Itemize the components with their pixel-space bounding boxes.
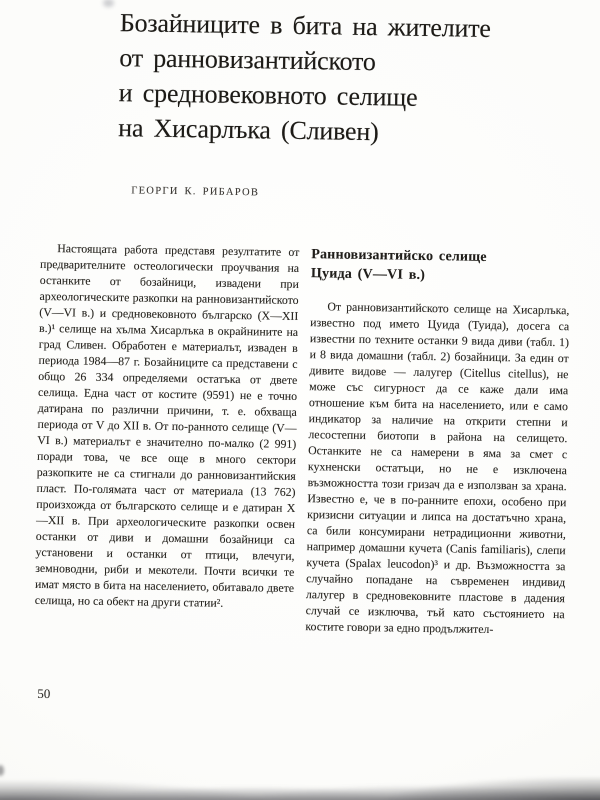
author-name: ГЕОРГИ К. РИБАРОВ [131, 185, 260, 199]
section-heading [311, 245, 571, 287]
right-column [305, 244, 570, 638]
article-title [118, 5, 491, 151]
text-columns [34, 240, 570, 638]
title-line: от ранновизантийското [119, 43, 376, 77]
section-paragraph: От ранновизантийското селище на Хисарлъка, известно под името Цуида (Туида), досега са известни по техните останки 9 вида диви (табл. 1) и 8 вида домашни (табл. 2) бозайници. За един от дивите видове — лалугер (Citellus citellus), не може със сигурност да се каже дали има отношение към бита на населението, или е само индикатор за наличие на открити степни и лесостепни биотопи в района на селището. Останките не са намерени в яма за смет с кухненски остатъци, но не е изключена възможността този гризач да е използван за храна. Известно е, че в по-ранните епохи, особено при кризисни ситуации и липса на достатъчно храна, са били консумирани нетрадиционни животни, например домашни кучета (Canis familiaris), слепи кучета (Spalax leucodon)³ и др. Възможността за случайно попадане на съвременен индивид лалугер в средновековните пластове в дадения случай се изключва, тъй като състоянието на костите говори за едно продължител- [305, 299, 570, 637]
intro-paragraph: Настоящата работа представя резултатите от предварителните остеологически проучвания на останките от бозайници, извадени при археологическите разкопки на ранновизантийското (V—VI в.) и средновековното българско (X—XII в.)¹ селище на хълма Хисарлъка в окрайнините на град Сливен. Обработен е материалът, изваден в периода 1984—87 г. Бозайниците са представени с общо 26 334 определяеми остатъка от двете селища. Една част от костите (9591) не е точно датирана по различни причини, т. е. обхваща периода от V до XII в. От по-ранното селище (V—VI в.) материалът е значително по-малко (2 991) поради това, че все още в много сектори разкопките не са стигнали до ранновизантийския пласт. По-голямата част от материала (13 762) произхожда от българското селище и е датиран X—XII в. При археологическите разкопки освен останки от диви и домашни бозайници са установени и останки от птици, влечуги, земноводни, риби и мекотели. Почти всички те имат място в бита на населението, обитавало двете селища, но са обект на други статии². [34, 241, 300, 610]
section-heading-line: Цуида (V—VI в.) [310, 266, 426, 283]
title-line: Бозайниците в бита на жителите [119, 8, 491, 43]
scan-bottom-edge [0, 777, 600, 800]
title-line: и средновековното селище [118, 78, 418, 112]
section-heading-line: Ранновизантийско селище [311, 247, 487, 265]
title-line: на Хисарлъка (Сливен) [118, 113, 379, 147]
page-number: 50 [37, 685, 51, 702]
left-column [34, 240, 299, 634]
